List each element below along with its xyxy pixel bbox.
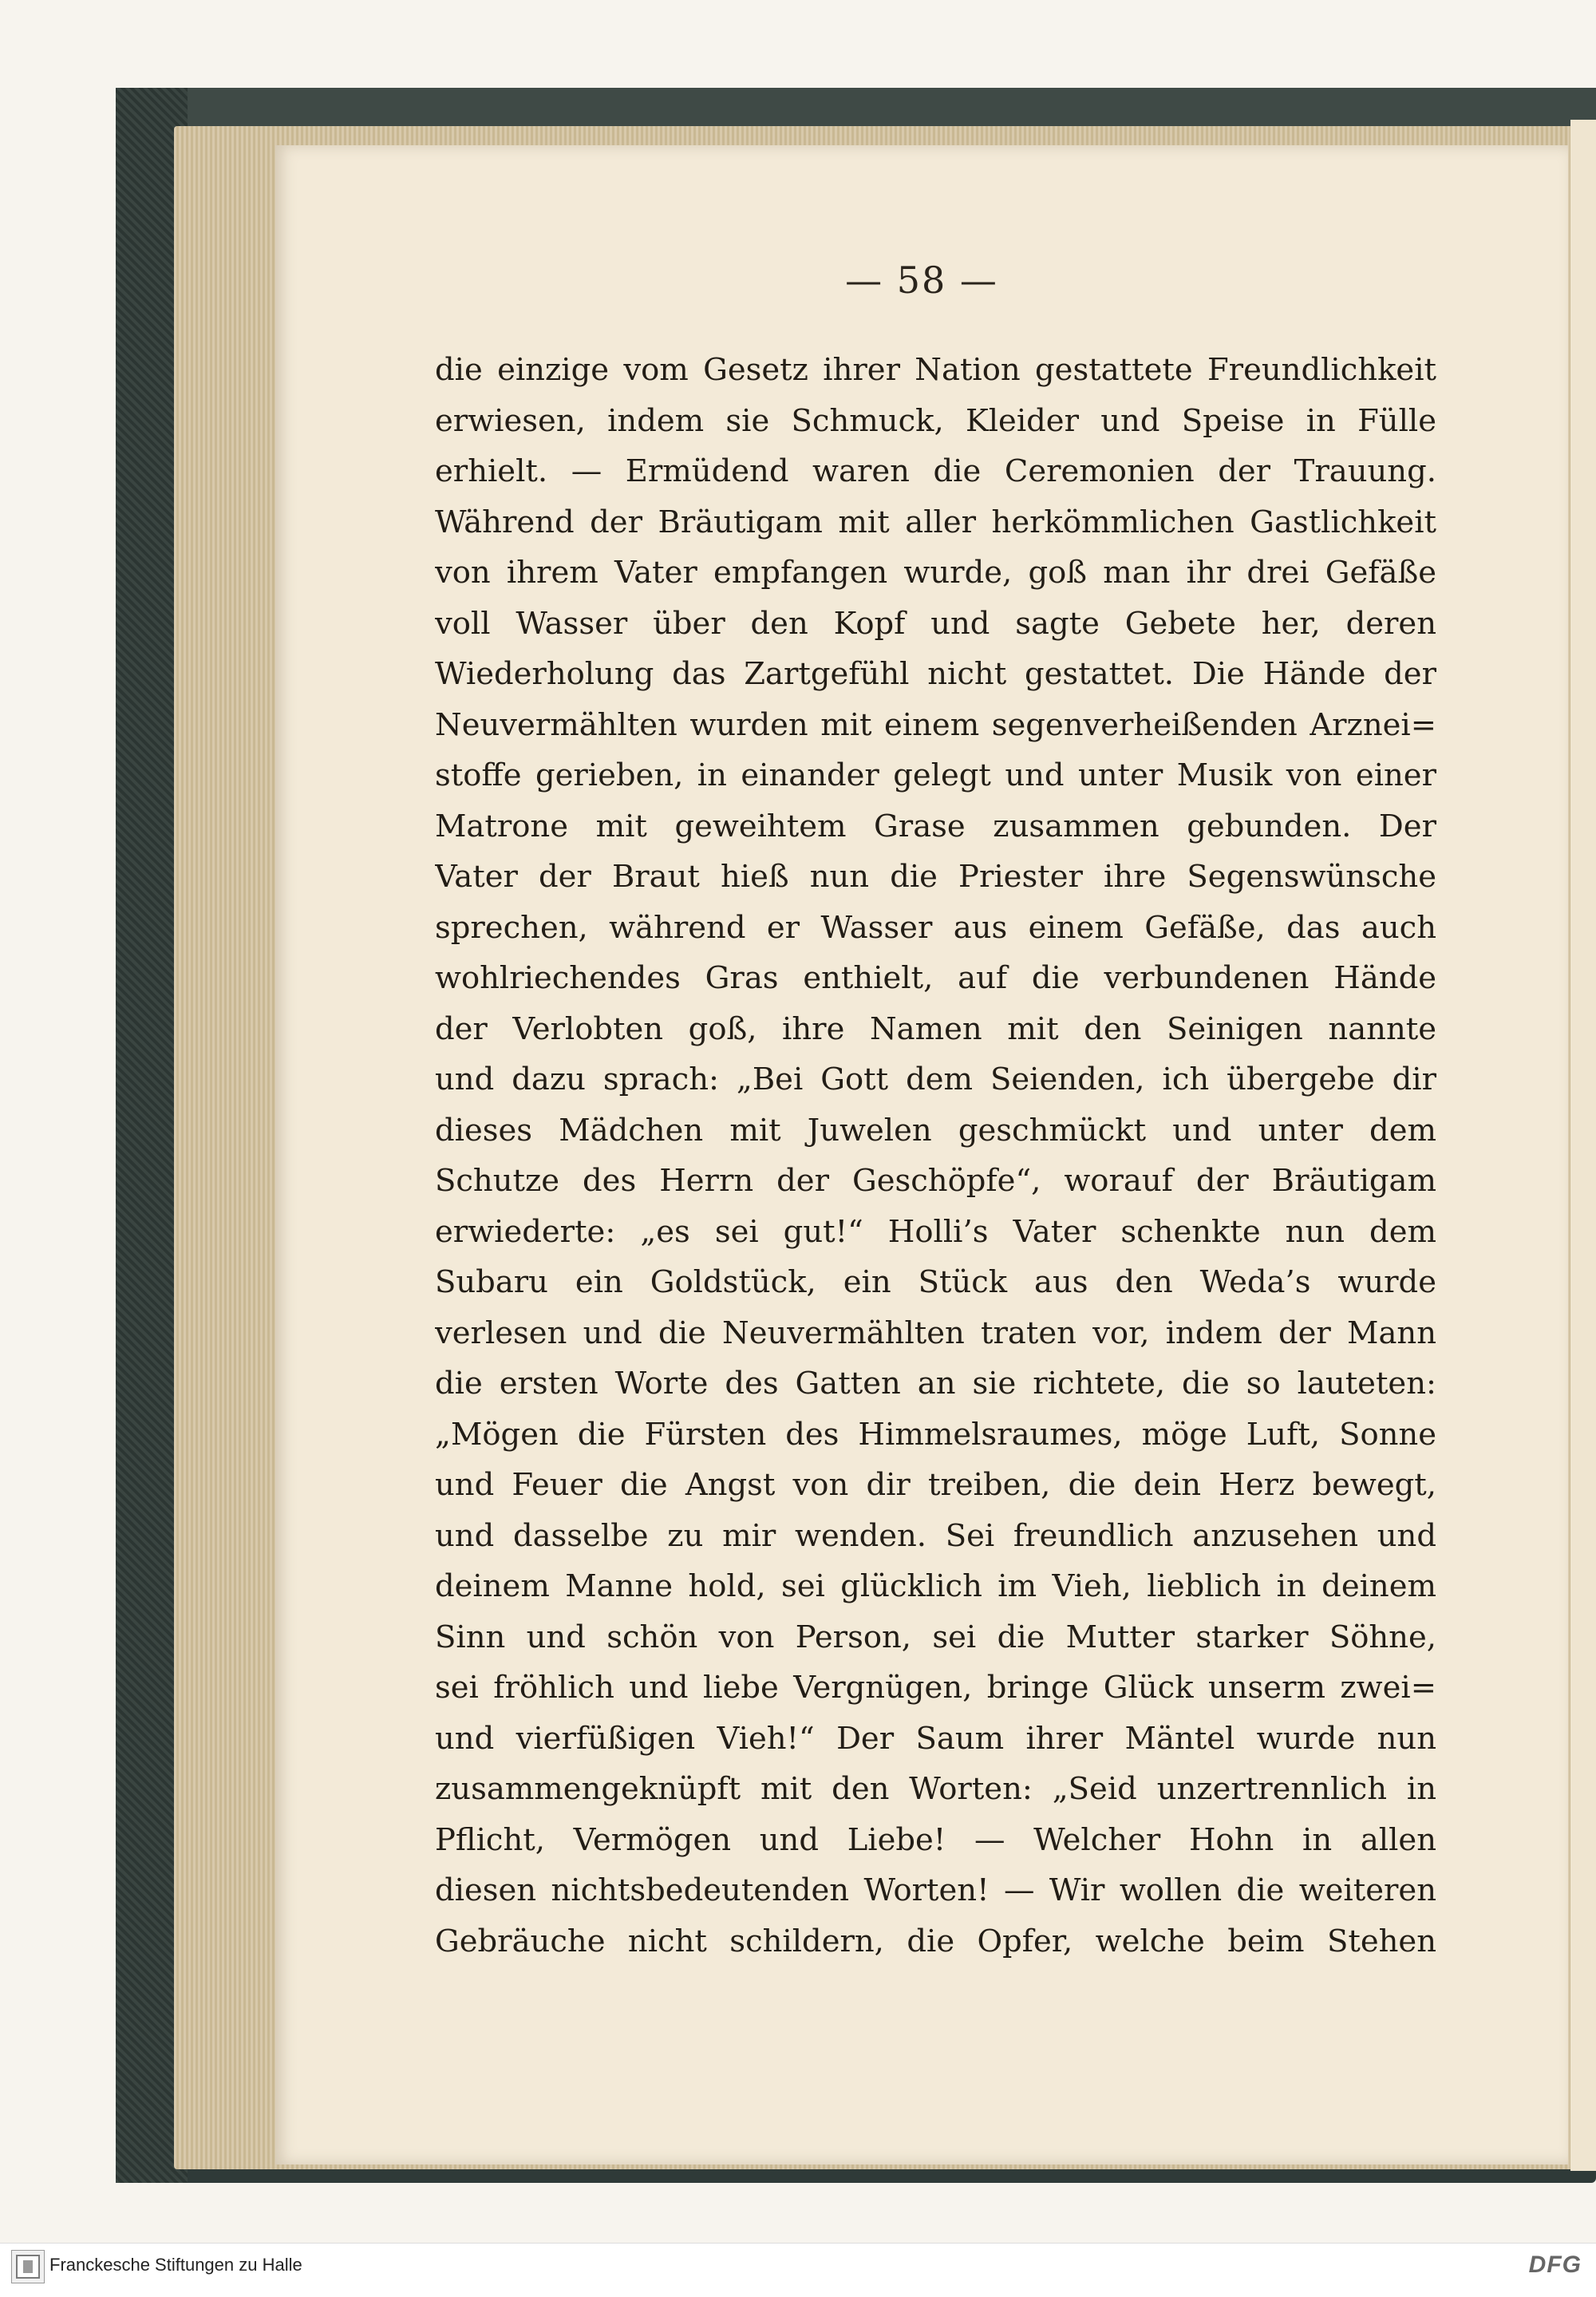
text-line: Schutze des Herrn der Geschöpfe“, worauf der Bräutigam [435, 1163, 1436, 1199]
text-line: Neuvermählten wurden mit einem segenverheißenden Arznei= [435, 706, 1436, 743]
text-line: stoffe gerieben, in einander gelegt und unter Musik von einer [435, 757, 1436, 793]
text-line: Wiederholung das Zartgefühl nicht gestattet. Die Hände der [435, 656, 1436, 692]
text-line: und dasselbe zu mir wenden. Sei freundlich anzusehen und [435, 1517, 1436, 1554]
page-number: — 58 — [845, 259, 998, 302]
text-line: und vierfüßigen Vieh!“ Der Saum ihrer Mäntel wurde nun [435, 1720, 1436, 1757]
text-line: Matrone mit geweihtem Grase zusammen gebunden. Der [435, 808, 1436, 844]
text-line: und dazu sprach: „Bei Gott dem Seienden, ich übergebe dir [435, 1062, 1436, 1097]
text-line: Sinn und schön von Person, sei die Mutter starker Söhne, [435, 1619, 1436, 1655]
dfg-logo: DFG [1528, 2252, 1582, 2278]
text-line: verlesen und die Neuvermählten traten vor, indem der Mann [435, 1315, 1436, 1351]
text-line: erwiederte: „es sei gut!“ Holli’s Vater schenkte nun dem [435, 1213, 1436, 1250]
text-line: dieses Mädchen mit Juwelen geschmückt und unter dem [435, 1112, 1436, 1148]
text-line: diesen nichtsbedeutenden Worten! — Wir wollen die weiteren [435, 1872, 1436, 1908]
franckesche-stiftungen-logo-icon [11, 2250, 45, 2283]
text-line: voll Wasser über den Kopf und sagte Gebete her, deren [435, 605, 1436, 642]
institution-name: Franckesche Stiftungen zu Halle [49, 2255, 302, 2275]
adjacent-page-edge [1570, 120, 1596, 2171]
text-line: der Verlobten goß, ihre Namen mit den Seinigen nannte [435, 1010, 1436, 1047]
text-line: sprechen, während er Wasser aus einem Gefäße, das auch [435, 909, 1436, 946]
text-line: von ihrem Vater empfangen wurde, goß man ihr drei Gefäße [435, 555, 1436, 591]
logo-emblem [12, 2251, 44, 2283]
text-line: wohlriechendes Gras enthielt, auf die verbundenen Hände [435, 960, 1436, 996]
text-line: erhielt. — Ermüdend waren die Ceremonien der Trauung. [435, 453, 1436, 489]
text-line: sei fröhlich und liebe Vergnügen, bringe Glück unserm zwei= [435, 1670, 1436, 1706]
page-text [435, 345, 1436, 1967]
text-line: zusammengeknüpft mit den Worten: „Seid unzertrennlich in [435, 1771, 1436, 1807]
text-line: erwiesen, indem sie Schmuck, Kleider und Speise in Fülle [435, 402, 1436, 439]
text-line: Während der Bräutigam mit aller herkömmlichen Gastlichkeit [435, 504, 1436, 540]
text-line: deinem Manne hold, sei glücklich im Vieh, lieblich in deinem [435, 1568, 1436, 1604]
text-line: Gebräuche nicht schildern, die Opfer, welche beim Stehen [435, 1923, 1436, 1959]
book-page [275, 145, 1568, 2165]
text-line: „Mögen die Fürsten des Himmelsraumes, möge Luft, Sonne [435, 1416, 1436, 1453]
text-line: und Feuer die Angst von dir treiben, die dein Herz bewegt, [435, 1467, 1436, 1503]
footer-bar [0, 2243, 1596, 2286]
text-line: die ersten Worte des Gatten an sie richtete, die so lauteten: [435, 1366, 1436, 1402]
text-line: Pflicht, Vermögen und Liebe! — Welcher Hohn in allen [435, 1821, 1436, 1858]
text-line: Vater der Braut hieß nun die Priester ihre Segenswünsche [435, 859, 1436, 895]
text-line: die einzige vom Gesetz ihrer Nation gestattete Freundlichkeit [435, 352, 1436, 388]
text-line: Subaru ein Goldstück, ein Stück aus den Weda’s wurde [435, 1264, 1436, 1300]
